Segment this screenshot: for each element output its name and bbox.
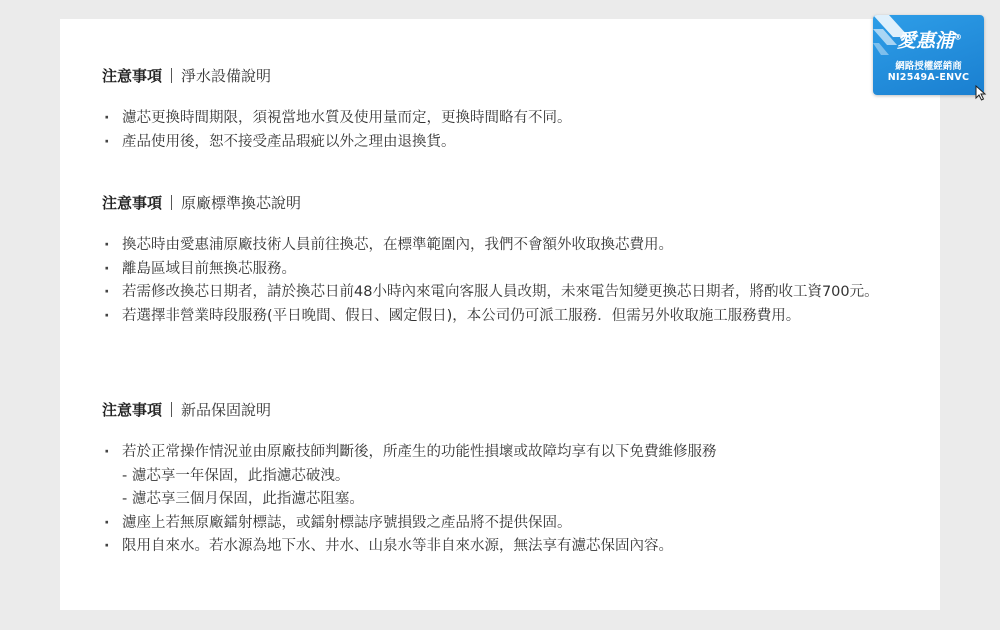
notice-card — [60, 19, 940, 610]
list-item: · 若需修改換芯日期者，請於換芯日前48小時內來電向客服人員改期，未來電告知變更換芯日期者，將酌收工資700元。 — [102, 281, 882, 305]
registered-mark: ® — [954, 32, 963, 42]
section-title-strong: 注意事項 — [102, 194, 163, 212]
list-subitem: - 濾芯享三個月保固，此指濾芯阻塞。 — [122, 491, 364, 507]
section-title-strong: 注意事項 — [102, 401, 163, 419]
section-title-rest: 新品保固說明 — [181, 401, 272, 419]
section-water-equipment — [102, 66, 902, 154]
section-warranty — [102, 400, 902, 559]
list-item: · 濾芯更換時間期限，須視當地水質及使用量而定，更換時間略有不同。 — [102, 107, 902, 131]
notice-list — [102, 441, 902, 559]
list-item: · 限用自來水。若水源為地下水、井水、山泉水等非自來水源，無法享有濾芯保固內容。 — [102, 535, 902, 559]
list-item: · 產品使用後，恕不接受產品瑕疵以外之理由退換貨。 — [102, 131, 902, 155]
authorized-dealer-badge[interactable] — [873, 15, 984, 95]
list-item: · 若於正常操作情況並由原廠技師判斷後，所產生的功能性損壞或故障均享有以下免費維修服務 — [102, 441, 902, 465]
list-item: · 濾座上若無原廠鐳射標誌，或鐳射標誌序號損毀之產品將不提供保固。 — [102, 512, 902, 536]
brand-logo — [897, 26, 962, 53]
list-item: · 離島區域目前無換芯服務。 — [102, 258, 902, 282]
notice-list — [102, 234, 902, 328]
brand-name: 愛惠浦 — [897, 30, 955, 52]
section-title-strong: 注意事項 — [102, 67, 163, 85]
list-subitem: - 濾芯享一年保固，此指濾芯破洩。 — [122, 467, 350, 484]
list-item: · 換芯時由愛惠浦原廠技術人員前往換芯，在標準範圍內，我們不會額外收取換芯費用。 — [102, 234, 902, 258]
notice-list — [102, 107, 902, 154]
section-title-rest: 原廠標準換芯說明 — [181, 194, 302, 212]
section-title — [102, 66, 902, 86]
title-divider — [171, 195, 172, 210]
section-filter-replacement — [102, 193, 902, 328]
section-title — [102, 193, 902, 213]
title-divider — [171, 68, 172, 83]
mouse-pointer-icon — [975, 85, 987, 101]
dealer-label: 網路授權經銷商 — [895, 61, 962, 72]
section-title — [102, 400, 902, 420]
title-divider — [171, 402, 172, 417]
section-title-rest: 淨水設備說明 — [181, 67, 272, 85]
dealer-code: NI2549A-ENVC — [887, 72, 970, 83]
list-item: · 若選擇非營業時段服務(平日晚間、假日、國定假日)，本公司仍可派工服務．但需另外收取施工服務費用。 — [102, 305, 902, 329]
